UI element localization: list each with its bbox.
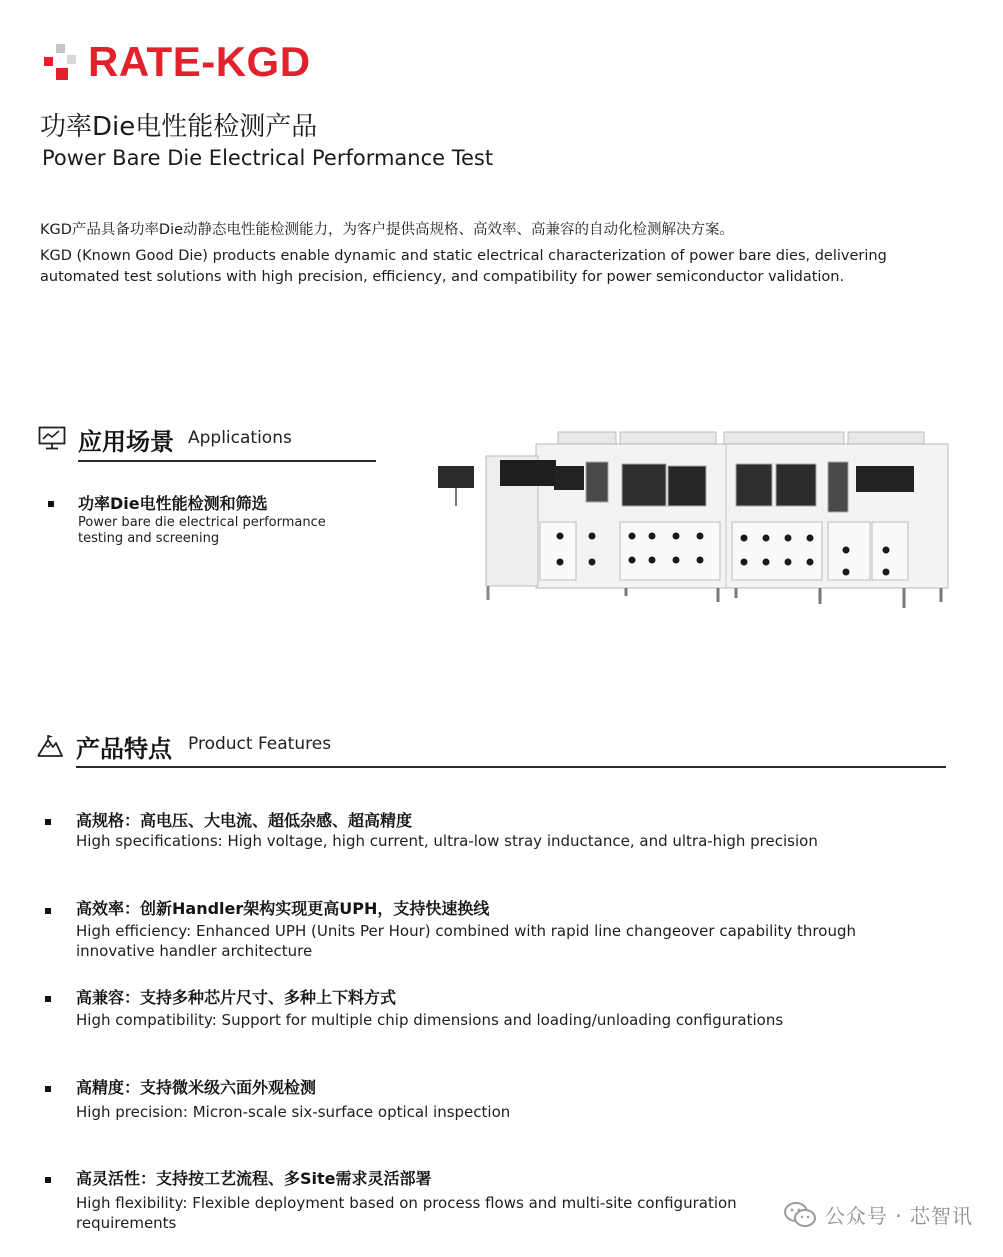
feature-item-cn: 高灵活性：支持按工艺流程、多Site需求灵活部署 <box>76 1169 432 1188</box>
feature-item-cn: 高规格：高电压、大电流、超低杂感、超高精度 <box>76 811 413 830</box>
wechat-icon <box>783 1201 817 1229</box>
page-title-cn: 功率Die电性能检测产品 <box>40 112 318 142</box>
bullet <box>45 996 51 1002</box>
page-title-en: Power Bare Die Electrical Performance Test <box>42 146 494 170</box>
features-divider <box>76 766 946 768</box>
feature-item-cn: 高兼容：支持多种芯片尺寸、多种上下料方式 <box>76 988 397 1007</box>
feature-item-cn: 高效率：创新Handler架构实现更高UPH，支持快速换线 <box>76 899 490 918</box>
feature-item-en: High flexibility: Flexible deployment based on process flows and multi-site configuration requirements <box>76 1194 737 1232</box>
features-heading-cn: 产品特点 <box>76 735 172 763</box>
features-heading-en: Product Features <box>188 734 332 754</box>
feature-item-en: High efficiency: Enhanced UPH (Units Per Hour) combined with rapid line changeover capability through innovative handler architecture <box>76 922 856 960</box>
bullet <box>45 1177 51 1183</box>
mountain-peak-icon <box>36 734 64 758</box>
monitor-chart-icon <box>38 426 66 450</box>
feature-item-en: High specifications: High voltage, high current, ultra-low stray inductance, and ultra-high precision <box>76 832 818 850</box>
watermark <box>783 1200 973 1229</box>
test-handler-machine-image <box>436 426 958 610</box>
bullet <box>45 819 51 825</box>
logo-text: RATE-KGD <box>88 38 311 85</box>
bullet <box>48 501 54 507</box>
intro-en: KGD (Known Good Die) products enable dynamic and static electrical characterization of power bare dies, delivering automated test solutions with high precision, efficiency, and compatibility for power semiconductor validation. <box>40 248 887 285</box>
bullet <box>45 908 51 914</box>
feature-item-cn: 高精度：支持微米级六面外观检测 <box>76 1078 317 1097</box>
bullet <box>45 1086 51 1092</box>
intro-cn: KGD产品具备功率Die动静态电性能检测能力，为客户提供高规格、高效率、高兼容的自动化检测解决方案。 <box>40 222 735 238</box>
application-item-cn: 功率Die电性能检测和筛选 <box>78 494 268 513</box>
applications-divider <box>78 460 376 462</box>
applications-heading-en: Applications <box>188 428 292 448</box>
feature-item-en: High compatibility: Support for multiple chip dimensions and loading/unloading configurations <box>76 1011 784 1029</box>
applications-heading-cn: 应用场景 <box>78 428 174 456</box>
application-item-en: Power bare die electrical performance testing and screening <box>78 515 326 546</box>
watermark-text: 公众号 · 芯智讯 <box>824 1204 973 1228</box>
feature-item-en: High precision: Micron-scale six-surface optical inspection <box>76 1103 511 1121</box>
logo-mark <box>44 44 76 80</box>
